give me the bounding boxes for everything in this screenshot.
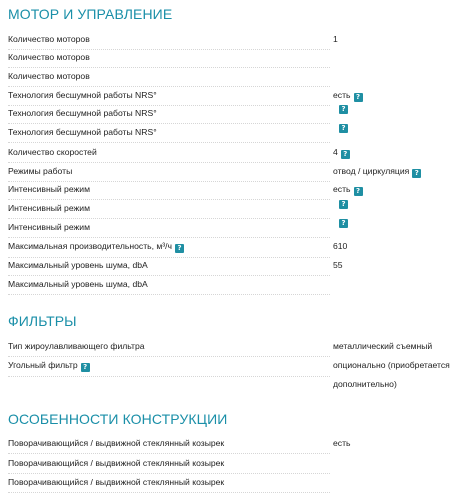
spec-row-max-noise-2	[8, 279, 451, 297]
spec-row-nrs-2	[8, 105, 451, 126]
spec-value: есть	[333, 438, 351, 448]
spec-label: Максимальная производительность, м³/ч	[8, 241, 173, 251]
spec-label: Максимальный уровень шума, dbA	[8, 260, 148, 270]
help-icon[interactable]: ?	[81, 363, 90, 372]
spec-row-glass-visor-3	[8, 477, 451, 495]
spec-label: Режимы работы	[8, 166, 73, 176]
spec-row-motor-count-3	[8, 71, 451, 89]
spec-row-glass-visor-2	[8, 458, 451, 476]
spec-label: Технология бесшумной работы NRS°	[8, 90, 157, 100]
spec-label: Угольный фильтр	[8, 360, 78, 370]
section-title-filters: ФИЛЬТРЫ	[8, 313, 77, 329]
spec-label: Технология бесшумной работы NRS°	[8, 127, 157, 137]
spec-row-intensive-2	[8, 200, 451, 221]
spec-label: Интенсивный режим	[8, 184, 90, 194]
spec-value-line: опционально (приобретается	[333, 360, 450, 370]
spec-row-motor-count-2	[8, 52, 451, 70]
help-icon[interactable]: ?	[339, 219, 348, 228]
spec-label: Количество моторов	[8, 71, 90, 81]
help-icon[interactable]: ?	[412, 169, 421, 178]
help-icon[interactable]: ?	[339, 105, 348, 114]
spec-value: 1	[333, 34, 338, 44]
spec-value: отвод / циркуляция	[333, 166, 410, 176]
spec-value-line: дополнительно)	[333, 379, 397, 389]
help-icon[interactable]: ?	[354, 187, 363, 196]
spec-value: есть	[333, 90, 351, 100]
spec-row-modes	[8, 166, 451, 184]
spec-row-max-capacity	[8, 241, 451, 259]
spec-value: 4	[333, 147, 338, 157]
spec-row-speeds	[8, 147, 451, 165]
spec-value: есть	[333, 184, 351, 194]
spec-row-glass-visor	[8, 438, 451, 456]
spec-label: Поворачивающийся / выдвижной стеклянный козырек	[8, 438, 225, 448]
spec-value: металлический съемный	[333, 341, 433, 351]
spec-label: Количество моторов	[8, 52, 90, 62]
section-title-motor: МОТОР И УПРАВЛЕНИЕ	[8, 6, 173, 22]
spec-label: Количество скоростей	[8, 147, 97, 157]
spec-label: Интенсивный режим	[8, 222, 90, 232]
help-icon[interactable]: ?	[339, 124, 348, 133]
spec-row-nrs	[8, 90, 451, 108]
spec-value: 55	[333, 260, 343, 270]
spec-label: Поворачивающийся / выдвижной стеклянный козырек	[8, 458, 225, 468]
spec-value: 610	[333, 241, 348, 251]
spec-label: Поворачивающийся / выдвижной стеклянный козырек	[8, 477, 225, 487]
spec-row-max-noise	[8, 260, 451, 278]
spec-label: Интенсивный режим	[8, 203, 90, 213]
help-icon[interactable]: ?	[341, 150, 350, 159]
spec-label: Максимальный уровень шума, dbA	[8, 279, 148, 289]
help-icon[interactable]: ?	[354, 93, 363, 102]
help-icon[interactable]: ?	[339, 200, 348, 209]
spec-row-carbon-filter	[8, 360, 451, 389]
help-icon[interactable]: ?	[175, 244, 184, 253]
spec-value	[333, 356, 450, 394]
spec-row-intensive	[8, 184, 451, 202]
spec-label: Тип жироулавливающего фильтра	[8, 341, 145, 351]
section-title-design: ОСОБЕННОСТИ КОНСТРУКЦИИ	[8, 411, 228, 427]
spec-label: Количество моторов	[8, 34, 90, 44]
spec-row-motor-count	[8, 34, 451, 52]
spec-label: Технология бесшумной работы NRS°	[8, 108, 157, 118]
spec-row-nrs-3	[8, 124, 451, 145]
spec-row-intensive-3	[8, 219, 451, 240]
